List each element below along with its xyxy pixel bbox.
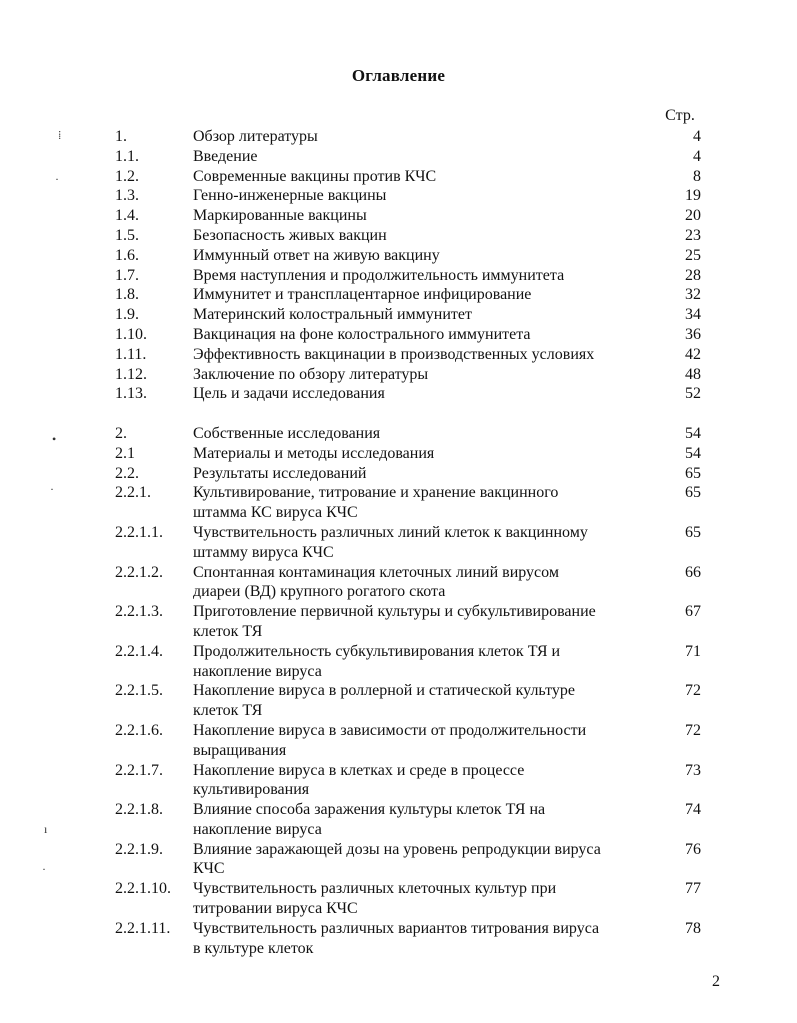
toc-title-line: Продолжительность субкультивирования клеток ТЯ и xyxy=(193,642,561,660)
toc-title-line: Приготовление первичной культуры и субкультивирование xyxy=(193,603,596,621)
toc-title-line: выращивания xyxy=(193,741,287,759)
toc-number: 2.2.1.10. xyxy=(115,880,171,898)
toc-title xyxy=(193,840,653,880)
toc-page: 67 xyxy=(685,603,701,621)
toc-page: 8 xyxy=(693,167,701,185)
toc-number: 2.2.1.11. xyxy=(115,919,171,937)
toc-title: Иммунитет и трансплацентарное инфицирование xyxy=(193,286,532,304)
page-column-header: Стр. xyxy=(665,107,695,124)
toc-number: 1.13. xyxy=(115,385,147,403)
toc-number: 2.2.1. xyxy=(115,484,151,502)
toc-number: 1.2. xyxy=(115,167,139,185)
toc-entry xyxy=(115,444,715,464)
toc-title-line: в культуре клеток xyxy=(193,939,314,957)
toc-entry xyxy=(115,879,715,919)
toc-page: 65 xyxy=(685,464,701,482)
toc-page: 32 xyxy=(685,286,701,304)
toc-page: 73 xyxy=(685,761,701,779)
scan-speck: · xyxy=(50,482,54,496)
toc-title xyxy=(193,879,653,919)
toc-entry xyxy=(115,919,715,959)
toc-page: 77 xyxy=(685,880,701,898)
toc-title-line: клеток ТЯ xyxy=(193,702,263,720)
toc-number: 1.7. xyxy=(115,266,139,284)
toc-title-line: Влияние способа заражения культуры клеток ТЯ на xyxy=(193,801,546,819)
toc-page: 52 xyxy=(685,385,701,403)
toc-entry xyxy=(115,563,715,603)
toc-entry xyxy=(115,246,715,266)
scan-speck: ı xyxy=(44,822,48,836)
toc-number: 2.2.1.8. xyxy=(115,801,163,819)
toc-title: Генно-инженерные вакцины xyxy=(193,187,387,205)
toc-entry xyxy=(115,384,715,404)
toc-title xyxy=(193,919,653,959)
toc-title-line: накопление вируса xyxy=(193,662,322,680)
toc-page: 54 xyxy=(685,444,701,462)
table-of-contents xyxy=(115,127,715,958)
toc-number: 1.1. xyxy=(115,147,139,165)
toc-title xyxy=(193,523,653,563)
toc-title: Обзор литературы xyxy=(193,128,318,145)
toc-title-line: Спонтанная контаминация клеточных линий вирусом xyxy=(193,563,559,581)
toc-title xyxy=(193,721,653,761)
toc-page: 78 xyxy=(685,919,701,937)
toc-page: 65 xyxy=(685,484,701,502)
toc-entry xyxy=(115,266,715,286)
page-number: 2 xyxy=(712,973,720,990)
toc-number: 1.10. xyxy=(115,325,147,343)
toc-title xyxy=(193,800,653,840)
toc-title: Время наступления и продолжительность иммунитета xyxy=(193,266,565,284)
toc-title-line: Чувствительность различных линий клеток к вакцинному xyxy=(193,523,588,541)
toc-entry xyxy=(115,523,715,563)
toc-page: 36 xyxy=(685,325,701,343)
toc-entry xyxy=(115,721,715,761)
toc-entry xyxy=(115,226,715,246)
toc-title: Маркированные вакцины xyxy=(193,207,367,225)
toc-entry xyxy=(115,147,715,167)
toc-title-line: культивирования xyxy=(193,781,310,799)
toc-number: 2.2.1.4. xyxy=(115,642,163,660)
toc-title xyxy=(193,761,653,801)
toc-entry xyxy=(115,642,715,682)
toc-number: 2.2. xyxy=(115,464,139,482)
toc-title: Безопасность живых вакцин xyxy=(193,226,387,244)
toc-number: 2.2.1.5. xyxy=(115,682,163,700)
toc-page: 34 xyxy=(685,306,701,324)
toc-page: 72 xyxy=(685,721,701,739)
toc-entry xyxy=(115,305,715,325)
toc-entry xyxy=(115,464,715,484)
toc-page: 4 xyxy=(693,147,701,165)
toc-page: 28 xyxy=(685,266,701,284)
toc-title-line: диареи (ВД) крупного рогатого скота xyxy=(193,583,446,601)
toc-title: Современные вакцины против КЧС xyxy=(193,167,437,185)
toc-title xyxy=(193,563,653,603)
toc-number: 2. xyxy=(115,424,127,442)
toc-title: Эффективность вакцинации в производственных условиях xyxy=(193,345,595,363)
toc-entry xyxy=(115,483,715,523)
toc-title-line: КЧС xyxy=(193,860,225,878)
toc-title-line: штамма КС вируса КЧС xyxy=(193,504,358,522)
toc-number: 2.2.1.6. xyxy=(115,721,163,739)
toc-entry xyxy=(115,285,715,305)
toc-title: Введение xyxy=(193,147,258,165)
toc-page: 48 xyxy=(685,365,701,383)
toc-page: 74 xyxy=(685,801,701,819)
toc-entry xyxy=(115,186,715,206)
toc-entry xyxy=(115,424,715,444)
toc-number: 2.2.1.3. xyxy=(115,603,163,621)
toc-number: 1. xyxy=(115,128,127,145)
toc-title-line: Накопление вируса в зависимости от продолжительности xyxy=(193,721,587,739)
toc-number: 2.1 xyxy=(115,444,135,462)
toc-entry xyxy=(115,167,715,187)
scan-speck: · xyxy=(42,862,46,876)
toc-title-line: штамму вируса КЧС xyxy=(193,543,334,561)
toc-entry xyxy=(115,206,715,226)
toc-number: 1.12. xyxy=(115,365,147,383)
toc-number: 2.2.1.9. xyxy=(115,840,163,858)
toc-number: 1.5. xyxy=(115,226,139,244)
toc-entry xyxy=(115,345,715,365)
toc-page: 71 xyxy=(685,642,701,660)
toc-title: Материалы и методы исследования xyxy=(193,444,435,462)
toc-page: 25 xyxy=(685,246,701,264)
section-gap xyxy=(115,404,715,424)
toc-number: 1.4. xyxy=(115,207,139,225)
toc-number: 2.2.1.2. xyxy=(115,563,163,581)
toc-title: Результаты исследований xyxy=(193,464,367,482)
toc-page: 72 xyxy=(685,682,701,700)
toc-entry xyxy=(115,365,715,385)
toc-title xyxy=(193,642,653,682)
toc-page: 54 xyxy=(685,424,701,442)
toc-title xyxy=(193,602,653,642)
toc-number: 2.2.1.7. xyxy=(115,761,163,779)
toc-page: 66 xyxy=(685,563,701,581)
toc-number: 1.9. xyxy=(115,306,139,324)
toc-entry xyxy=(115,761,715,801)
toc-title xyxy=(193,681,653,721)
toc-title-line: Культивирование, титрование и хранение вакцинного xyxy=(193,484,559,502)
toc-entry xyxy=(115,127,715,147)
scan-speck: ⁞ xyxy=(58,128,62,142)
toc-number: 1.8. xyxy=(115,286,139,304)
scan-speck: • xyxy=(52,432,57,446)
toc-title: Заключение по обзору литературы xyxy=(193,365,429,383)
toc-entry xyxy=(115,602,715,642)
toc-entry xyxy=(115,840,715,880)
toc-number: 1.3. xyxy=(115,187,139,205)
toc-page: 4 xyxy=(693,128,701,145)
toc-title-line: клеток ТЯ xyxy=(193,622,263,640)
toc-page: 23 xyxy=(685,226,701,244)
toc-page: 20 xyxy=(685,207,701,225)
toc-title-line: Влияние заражающей дозы на уровень репродукции вируса xyxy=(193,840,601,858)
toc-title-line: Чувствительность различных клеточных культур при xyxy=(193,880,557,898)
scan-speck: · xyxy=(55,172,59,186)
page-title: Оглавление xyxy=(351,66,446,85)
toc-entry xyxy=(115,325,715,345)
toc-title: Собственные исследования xyxy=(193,424,381,442)
toc-entry xyxy=(115,800,715,840)
toc-number: 1.6. xyxy=(115,246,139,264)
toc-title: Цель и задачи исследования xyxy=(193,385,385,403)
toc-page: 76 xyxy=(685,840,701,858)
toc-number: 1.11. xyxy=(115,345,147,363)
toc-title-line: титровании вируса КЧС xyxy=(193,900,358,918)
toc-entry xyxy=(115,681,715,721)
toc-title: Иммунный ответ на живую вакцину xyxy=(193,246,440,264)
toc-title-line: Чувствительность различных вариантов титрования вируса xyxy=(193,919,600,937)
toc-title-line: Накопление вируса в клетках и среде в процессе xyxy=(193,761,525,779)
toc-page: 42 xyxy=(685,345,701,363)
toc-title xyxy=(193,483,653,523)
toc-title-line: накопление вируса xyxy=(193,820,322,838)
toc-title-line: Накопление вируса в роллерной и статической культуре xyxy=(193,682,575,700)
toc-number: 2.2.1.1. xyxy=(115,523,163,541)
toc-page: 65 xyxy=(685,523,701,541)
toc-page: 19 xyxy=(685,187,701,205)
toc-title: Материнский колостральный иммунитет xyxy=(193,306,472,324)
toc-title: Вакцинация на фоне колострального иммунитета xyxy=(193,325,531,343)
